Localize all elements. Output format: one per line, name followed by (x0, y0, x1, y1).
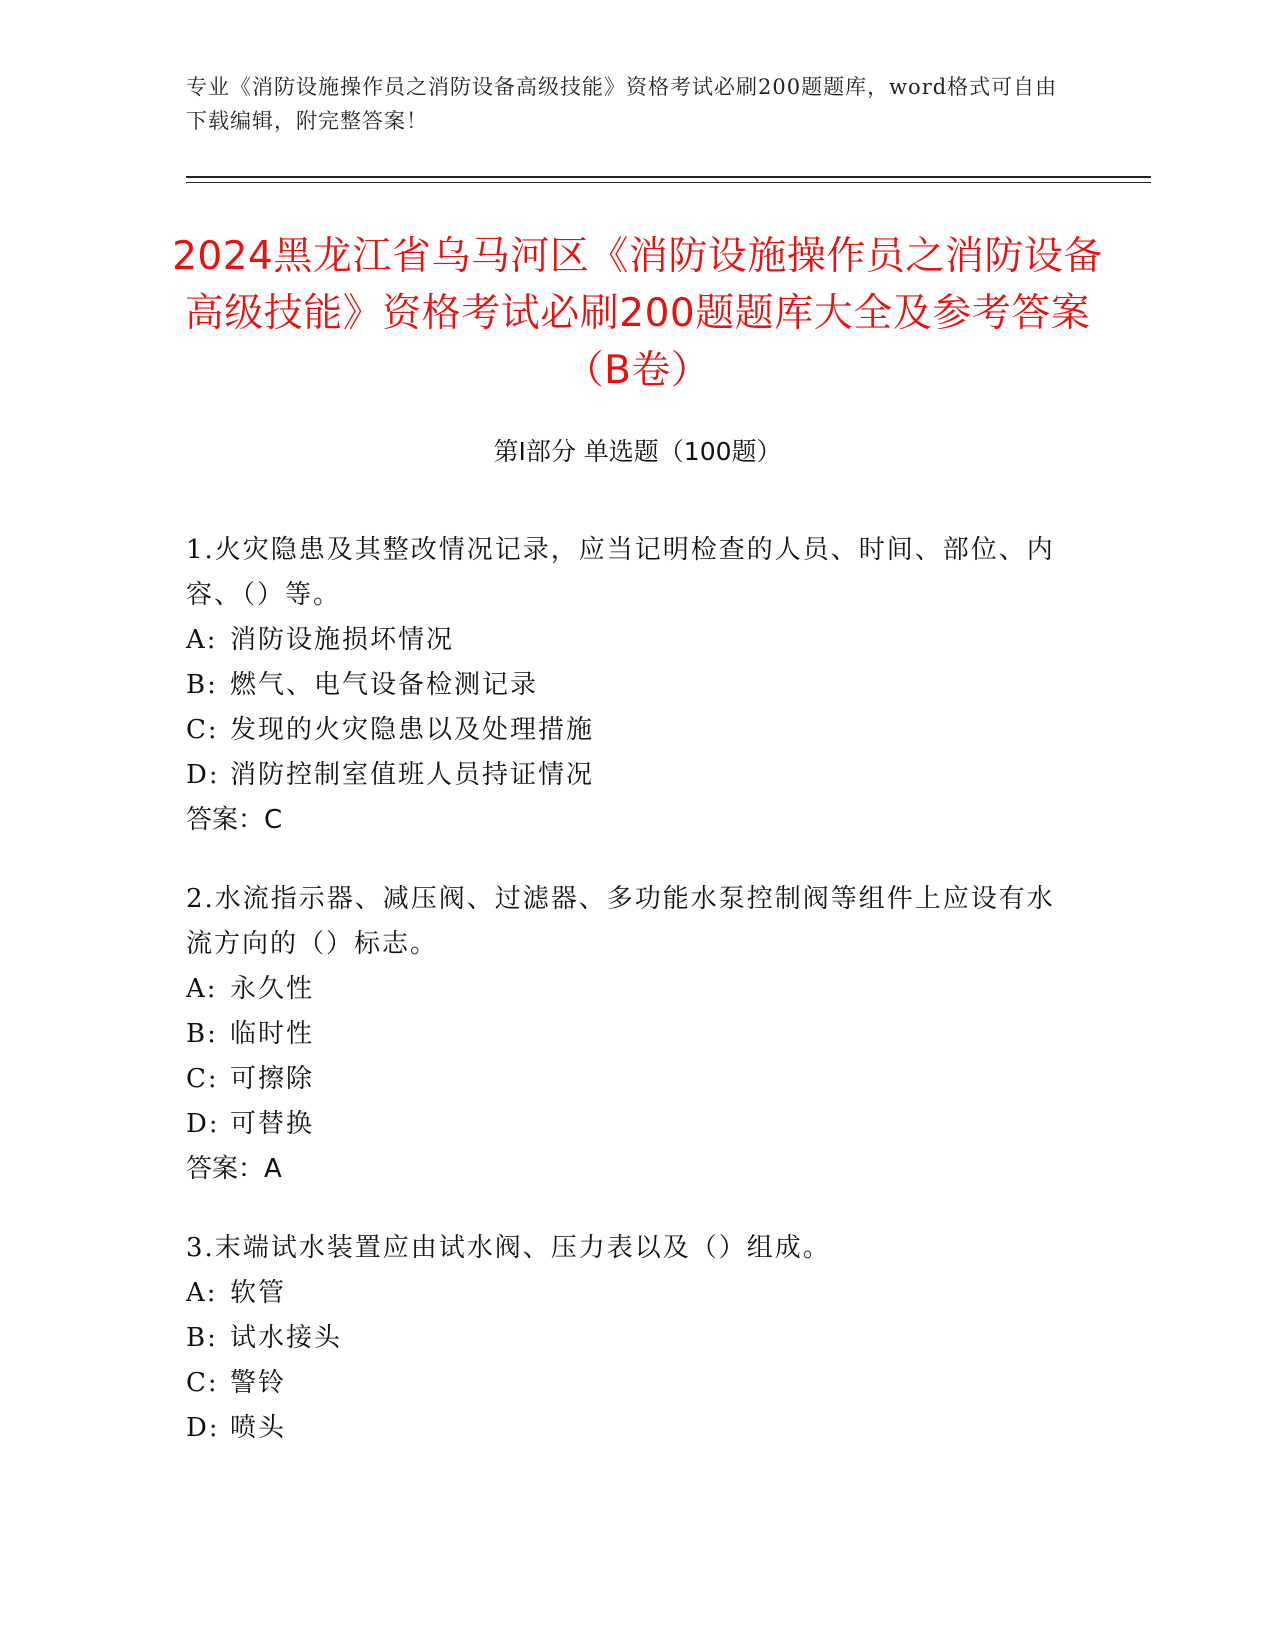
option-text: 临时性 (230, 1019, 315, 1049)
option-c (186, 1057, 1066, 1102)
question-1 (186, 528, 1066, 843)
question-stem: 3.末端试水装置应由试水阀、压力表以及（）组成。 (186, 1233, 831, 1263)
question-stem: 2.水流指示器、减压阀、过滤器、多功能水泵控制阀等组件上应设有水流方向的（）标志。 (186, 884, 1055, 959)
option-key: D: (186, 1109, 220, 1139)
question-3 (186, 1226, 1066, 1451)
option-key: C: (186, 1064, 219, 1094)
option-key: A: (186, 974, 218, 1004)
option-c (186, 708, 1066, 753)
question-2 (186, 877, 1066, 1192)
option-text: 喷头 (230, 1413, 287, 1443)
question-stem: 1.火灾隐患及其整改情况记录，应当记明检查的人员、时间、部位、内容、（）等。 (186, 535, 1055, 610)
option-text: 警铃 (230, 1368, 287, 1398)
option-b (186, 663, 1066, 708)
option-key: C: (186, 715, 219, 745)
option-key: D: (186, 760, 220, 790)
section-title: 第Ⅰ部分 单选题（100题） (493, 437, 782, 466)
option-a (186, 618, 1066, 663)
document-title: 2024黑龙江省乌马河区《消防设施操作员之消防设备高级技能》资格考试必刷200题题库大全及参考答案（B卷） (172, 234, 1103, 393)
header-rule-thick (186, 176, 1151, 178)
option-text: 软管 (230, 1278, 287, 1308)
option-b (186, 1012, 1066, 1057)
option-d (186, 753, 1066, 798)
option-key: B: (186, 1323, 218, 1353)
option-text: 消防设施损坏情况 (230, 625, 455, 655)
option-key: C: (186, 1368, 219, 1398)
question-list (186, 528, 1066, 1485)
option-key: D: (186, 1413, 220, 1443)
option-text: 可替换 (230, 1109, 315, 1139)
option-key: B: (186, 1019, 218, 1049)
option-c (186, 1361, 1066, 1406)
option-key: B: (186, 670, 218, 700)
question-answer: 答案：C (186, 805, 283, 835)
option-key: A: (186, 625, 218, 655)
option-d (186, 1102, 1066, 1147)
option-b (186, 1316, 1066, 1361)
header-note: 专业《消防设施操作员之消防设备高级技能》资格考试必刷200题题库，word格式可自由下载编辑，附完整答案！ (186, 75, 1058, 133)
option-key: A: (186, 1278, 218, 1308)
option-d (186, 1406, 1066, 1451)
question-answer: 答案：A (186, 1154, 282, 1184)
option-a (186, 967, 1066, 1012)
option-text: 消防控制室值班人员持证情况 (230, 760, 595, 790)
option-text: 发现的火灾隐患以及处理措施 (230, 715, 595, 745)
option-text: 试水接头 (230, 1323, 343, 1353)
header-rule-thin (186, 182, 1151, 183)
option-a (186, 1271, 1066, 1316)
option-text: 燃气、电气设备检测记录 (230, 670, 539, 700)
option-text: 永久性 (230, 974, 315, 1004)
option-text: 可擦除 (230, 1064, 315, 1094)
